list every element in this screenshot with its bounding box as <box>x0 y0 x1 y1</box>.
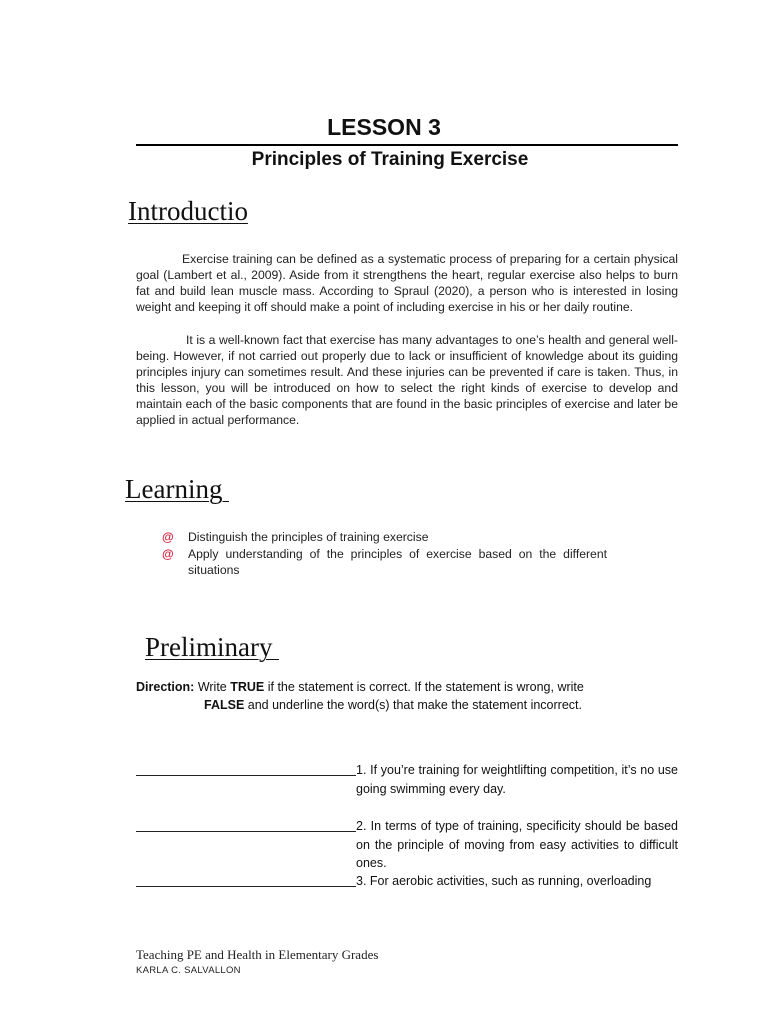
direction-false-word: FALSE <box>204 698 245 712</box>
direction-part: if the statement is correct. If the statement is wrong, write <box>264 680 584 694</box>
direction-true-word: TRUE <box>230 680 265 694</box>
learning-objectives-list <box>162 529 607 579</box>
preliminary-heading-text: Preliminary <box>145 632 273 662</box>
introduction-paragraph-2: It is a well-known fact that exercise has many advantages to one’s health and general well-being. However, if not carried out properly due to lack or insufficient of knowledge about its guiding principles injury can sometimes result. And these injuries can be prevented if care is taken. Thus, in this lesson, you will be introduced on how to select the right kinds of exercise to develop and maintain each of the basic components that are found in the basic principles of exercise and later be applied in actual performance. <box>136 333 678 428</box>
learning-heading-text: Learning <box>125 474 223 504</box>
direction-part: and underline the word(s) that make the statement incorrect. <box>244 698 582 712</box>
direction-text <box>136 678 678 714</box>
objective-item <box>162 546 607 578</box>
direction-line-2 <box>136 696 678 714</box>
quiz-item-2 <box>136 817 678 873</box>
quiz-item-3 <box>136 872 678 910</box>
lesson-subtitle: Principles of Training Exercise <box>251 149 529 170</box>
learning-heading <box>125 474 229 514</box>
spiral-bullet-icon: @ <box>162 530 174 544</box>
quiz-item-3-text: 3. For aerobic activities, such as running, overloading <box>356 874 652 888</box>
quiz-item-1-text: 1. If you’re training for weightlifting competition, it’s no use going swimming every day. <box>356 763 678 796</box>
answer-blank-3[interactable] <box>136 872 356 887</box>
answer-blank-2[interactable] <box>136 817 356 832</box>
introduction-heading-text: Introductio <box>128 196 248 226</box>
spiral-bullet-icon: @ <box>162 547 174 561</box>
objective-text: Distinguish the principles of training exercise <box>188 530 429 544</box>
title-divider <box>136 144 678 146</box>
lesson-title: LESSON 3 <box>327 114 441 140</box>
direction-part: Write <box>194 680 231 694</box>
direction-label: Direction: <box>136 680 195 694</box>
footer-author-name: KARLA C. SALVALLON <box>136 965 241 976</box>
preliminary-heading <box>145 632 279 672</box>
footer-course-title: Teaching PE and Health in Elementary Grades <box>136 947 379 962</box>
quiz-item-1 <box>136 761 678 801</box>
objective-text: Apply understanding of the principles of exercise based on the different situations <box>188 547 607 577</box>
introduction-heading <box>128 196 248 227</box>
quiz-item-2-text: 2. In terms of type of training, specificity should be based on the principle of moving from easy activities to difficult ones. <box>356 819 678 870</box>
objective-item <box>162 529 607 545</box>
introduction-paragraph-1: Exercise training can be defined as a systematic process of preparing for a certain physical goal (Lambert et al., 2009). Aside from it strengthens the heart, regular exercise also helps to burn fat and build lean muscle mass. According to Spraul (2020), a person who is interested in losing weight and keeping it off should make a point of including exercise in his or her daily routine. <box>136 252 678 315</box>
answer-blank-1[interactable] <box>136 761 356 776</box>
